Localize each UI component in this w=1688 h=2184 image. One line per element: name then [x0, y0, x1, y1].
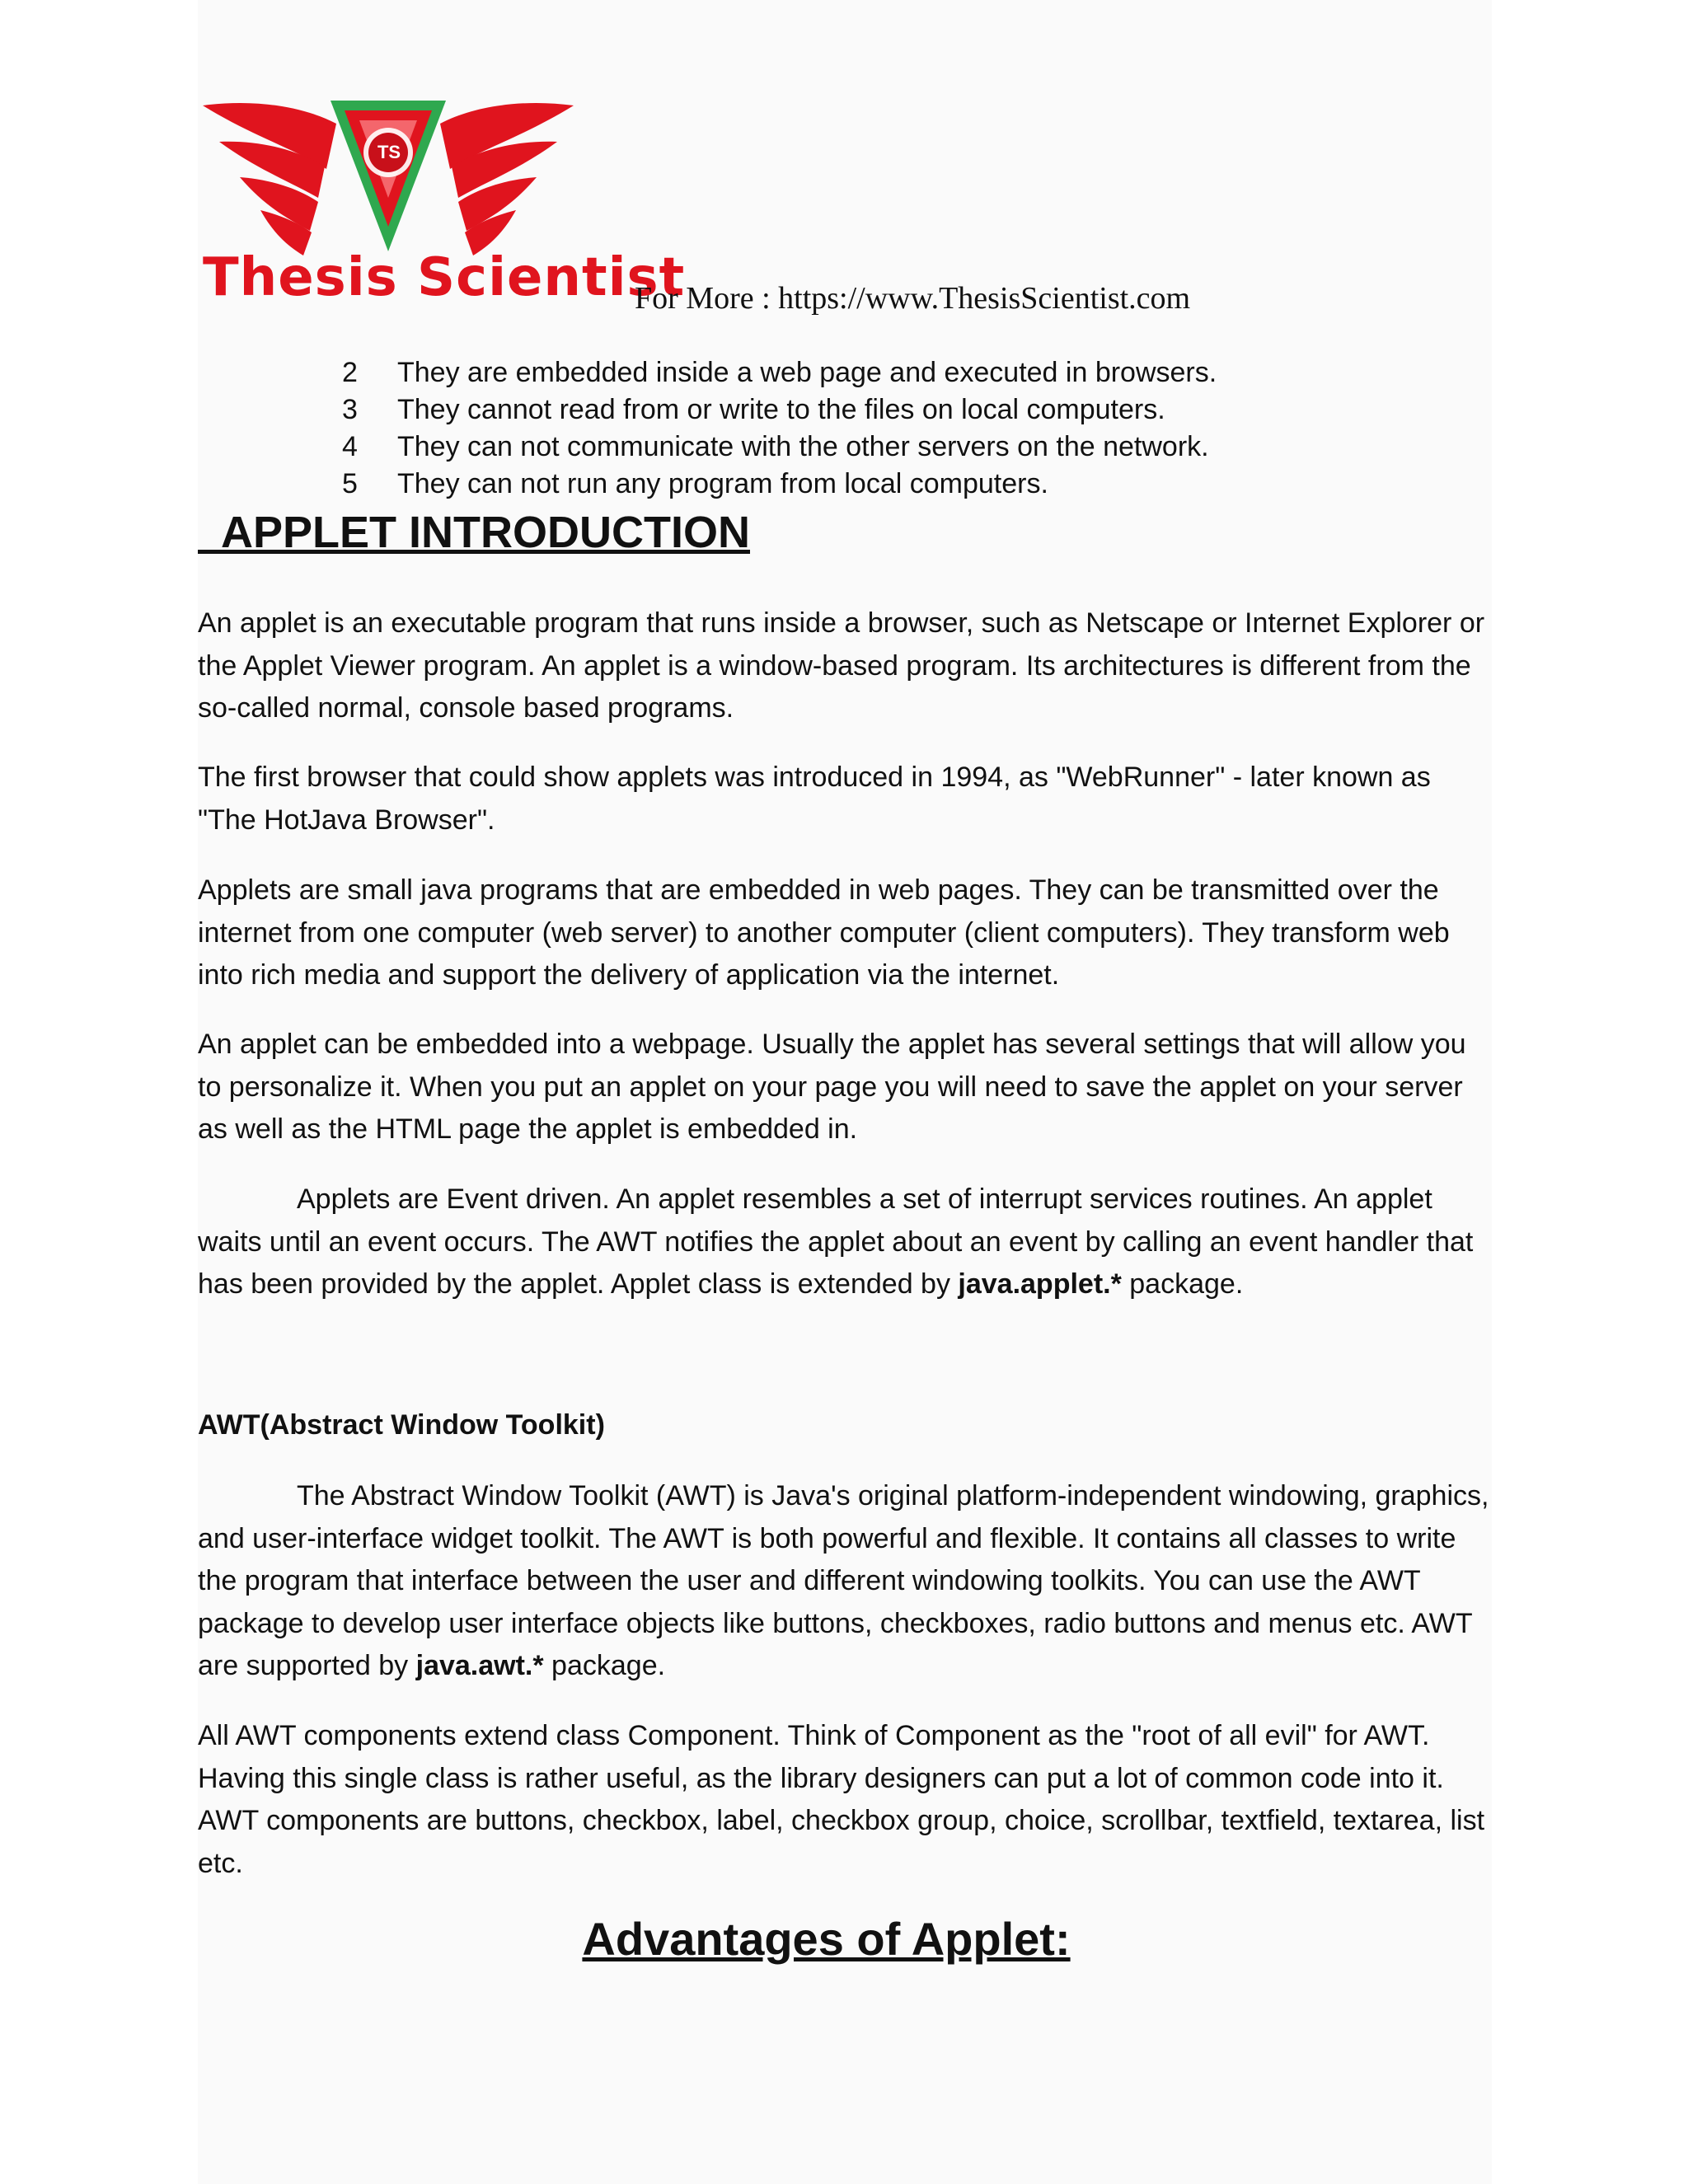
- list-item: [342, 391, 1217, 429]
- thesis-scientist-logo: [195, 91, 686, 321]
- list-item-text: They are embedded inside a web page and executed in browsers.: [397, 357, 1217, 388]
- intro-paragraph-2: The first browser that could show applets was introduced in 1994, as "WebRunner" - later known as "The HotJava Browser".: [198, 762, 1431, 836]
- list-item-text: They can not communicate with the other servers on the network.: [397, 431, 1209, 462]
- list-item-number: 2: [342, 357, 358, 388]
- awt-paragraph-1: [198, 1475, 1492, 1688]
- list-item-number: 5: [342, 468, 358, 499]
- intro-paragraph-3: Applets are small java programs that are embedded in web pages. They can be transmitted over the internet from one computer (web server) to another computer (client computers). They transform web into rich media and support the delivery of application via the internet.: [198, 874, 1450, 991]
- list-item-number: 4: [342, 431, 358, 462]
- intro-paragraph-5-tail: package.: [1121, 1268, 1244, 1300]
- intro-paragraph-4: An applet can be embedded into a webpage. Usually the applet has several settings that will allow you to personalize it. When you put an applet on your page you will need to save the applet on your server as well as the HTML page the applet is embedded in.: [198, 1029, 1466, 1145]
- list-item: [342, 354, 1217, 391]
- intro-paragraph-1: An applet is an executable program that runs inside a browser, such as Netscape or Internet Explorer or the Applet Viewer program. An applet is a window-based program. Its architectures is different from the so-called normal, console based programs.: [198, 607, 1485, 724]
- list-item: [342, 466, 1217, 503]
- intro-paragraph-5: [198, 1179, 1492, 1306]
- awt-heading: AWT(Abstract Window Toolkit): [198, 1409, 605, 1441]
- logo-monogram: TS: [377, 142, 401, 162]
- list-item-text: They can not run any program from local computers.: [397, 468, 1048, 499]
- website-link[interactable]: For More : https://www.ThesisScientist.com: [635, 281, 1191, 316]
- logo-wordmark: Thesis Scientist: [203, 247, 686, 308]
- package-name-applet: java.applet.*: [958, 1268, 1122, 1300]
- intro-paragraph-5-text: Applets are Event driven. An applet resembles a set of interrupt services routines. An applet waits until an event occurs. The AWT notifies the applet about an event by calling an event handler that has been provided by the applet. Applet class is extended by: [198, 1183, 1474, 1300]
- awt-paragraph-1-tail: package.: [543, 1650, 666, 1681]
- package-name-awt: java.awt.*: [415, 1650, 544, 1681]
- applet-introduction-heading: APPLET INTRODUCTION: [198, 508, 750, 557]
- list-item-text: They cannot read from or write to the files on local computers.: [397, 394, 1165, 425]
- list-item: [342, 429, 1217, 466]
- advantages-heading: Advantages of Applet:: [582, 1913, 1071, 1965]
- restrictions-list: [342, 354, 1217, 503]
- list-item-number: 3: [342, 394, 358, 425]
- awt-paragraph-1-text: The Abstract Window Toolkit (AWT) is Java's original platform-independent windowing, graphics, and user-interface widget toolkit. The AWT is both powerful and flexible. It contains all classes to write the program that interface between the user and different windowing toolkits. You can use the AWT package to develop user interface objects like buttons, checkboxes, radio buttons and menus etc. AWT are supported by: [198, 1480, 1489, 1681]
- awt-paragraph-2: All AWT components extend class Component. Think of Component as the "root of all evil" for AWT. Having this single class is rather useful, as the library designers can put a lot of common code into it. AWT components are buttons, checkbox, label, checkbox group, choice, scrollbar, textfield, textarea, list etc.: [198, 1720, 1485, 1879]
